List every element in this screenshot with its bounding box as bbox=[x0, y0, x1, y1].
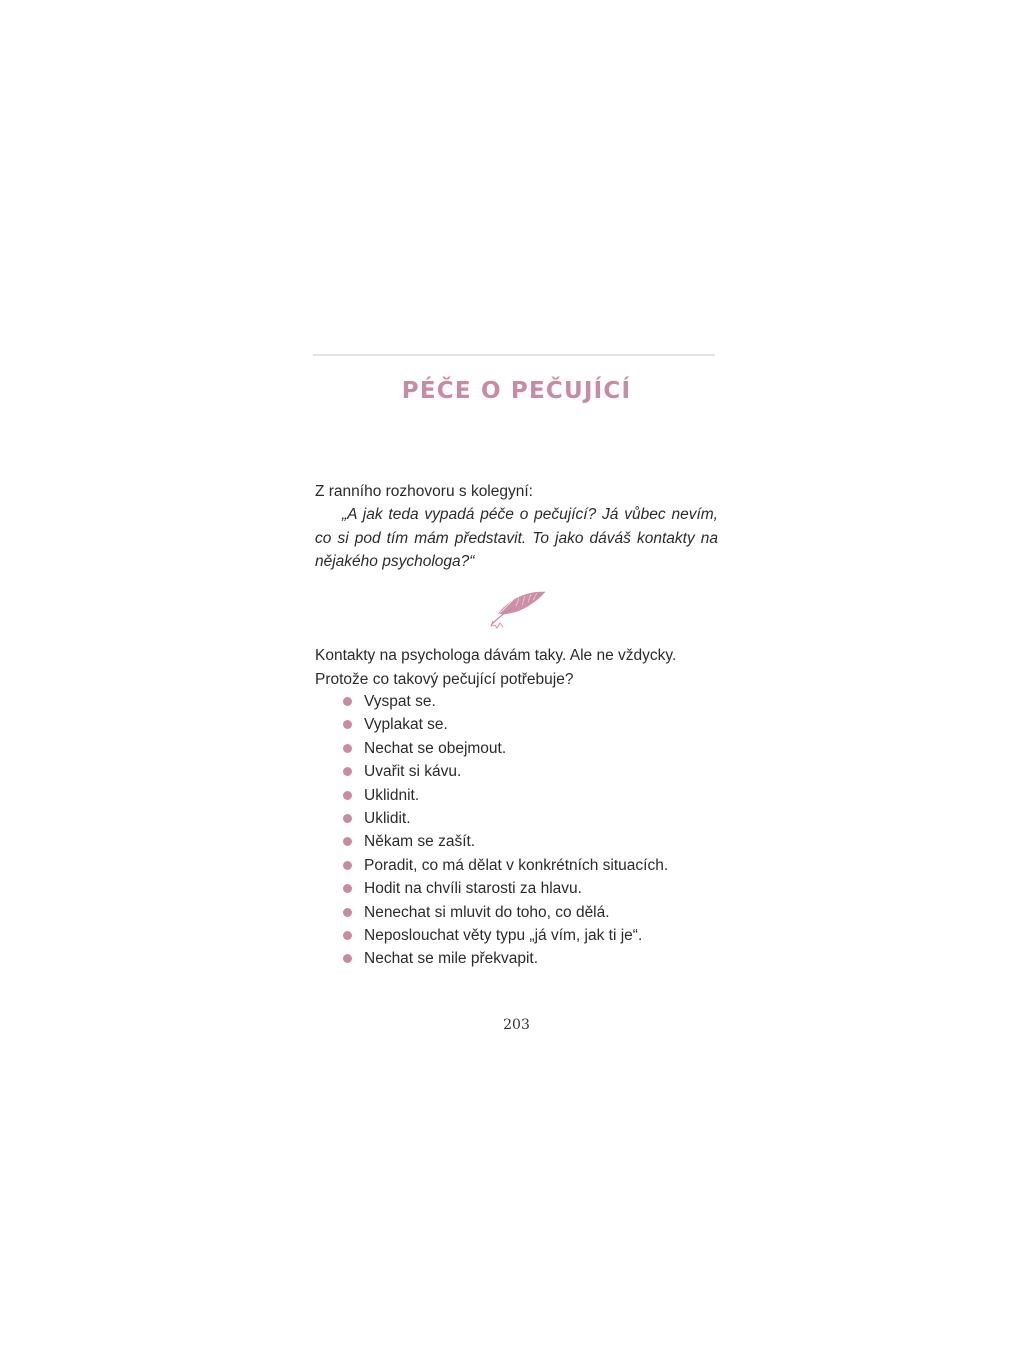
feather-icon bbox=[483, 585, 551, 631]
list-item-text: Nechat se mile překvapit. bbox=[364, 950, 539, 968]
bullet-icon bbox=[343, 814, 352, 823]
bullet-icon bbox=[343, 767, 352, 776]
intro-lead: Z ranního rozhovoru s kolegyní: bbox=[315, 483, 533, 500]
bullet-icon bbox=[343, 908, 352, 917]
list-item bbox=[315, 854, 718, 877]
bullet-icon bbox=[343, 791, 352, 800]
list-item-text: Uklidnit. bbox=[364, 786, 420, 804]
list-item-text: Neposlouchat věty typu „já vím, jak ti je“. bbox=[364, 926, 643, 944]
bullet-icon bbox=[343, 884, 352, 893]
bullet-icon bbox=[343, 837, 352, 846]
list-item-text: Hodit na chvíli starosti za hlavu. bbox=[364, 880, 582, 898]
chapter-title: PÉČE O PEČUJÍCÍ bbox=[401, 378, 632, 404]
list-item bbox=[315, 713, 718, 736]
body-paragraph: Kontakty na psychologa dávám taky. Ale ne vždycky. Protože co takový pečující potřebuje? bbox=[315, 647, 677, 688]
bullet-icon bbox=[343, 954, 352, 963]
list-item-text: Někam se zašít. bbox=[364, 833, 476, 851]
top-divider bbox=[313, 354, 715, 356]
list-item-text: Poradit, co má dělat v konkrétních situacích. bbox=[364, 856, 669, 874]
intro-quote: „A jak teda vypadá péče o pečující? Já vůbec nevím, co si pod tím mám představit. To jako dáváš kontakty na nějakého psychologa?“ bbox=[315, 506, 718, 570]
list-item-text: Nechat se obejmout. bbox=[364, 739, 507, 757]
needs-list bbox=[315, 690, 718, 971]
book-page bbox=[315, 0, 718, 1365]
list-item bbox=[315, 737, 718, 760]
page-number: 203 bbox=[503, 1017, 530, 1033]
bullet-icon bbox=[343, 931, 352, 940]
list-item bbox=[315, 690, 718, 713]
list-item bbox=[315, 807, 718, 830]
list-item bbox=[315, 784, 718, 807]
list-item-text: Uvařit si kávu. bbox=[364, 763, 462, 781]
list-item-text: Uklidit. bbox=[364, 809, 411, 827]
bullet-icon bbox=[343, 720, 352, 729]
list-item bbox=[315, 830, 718, 853]
bullet-icon bbox=[343, 744, 352, 753]
bullet-icon bbox=[343, 861, 352, 870]
list-item-text: Vyplakat se. bbox=[364, 716, 448, 734]
list-item bbox=[315, 877, 718, 900]
list-item bbox=[315, 901, 718, 924]
list-item bbox=[315, 947, 718, 970]
list-item-text: Nenechat si mluvit do toho, co dělá. bbox=[364, 903, 610, 921]
list-item bbox=[315, 760, 718, 783]
list-item bbox=[315, 924, 718, 947]
bullet-icon bbox=[343, 697, 352, 706]
list-item-text: Vyspat se. bbox=[364, 693, 436, 710]
